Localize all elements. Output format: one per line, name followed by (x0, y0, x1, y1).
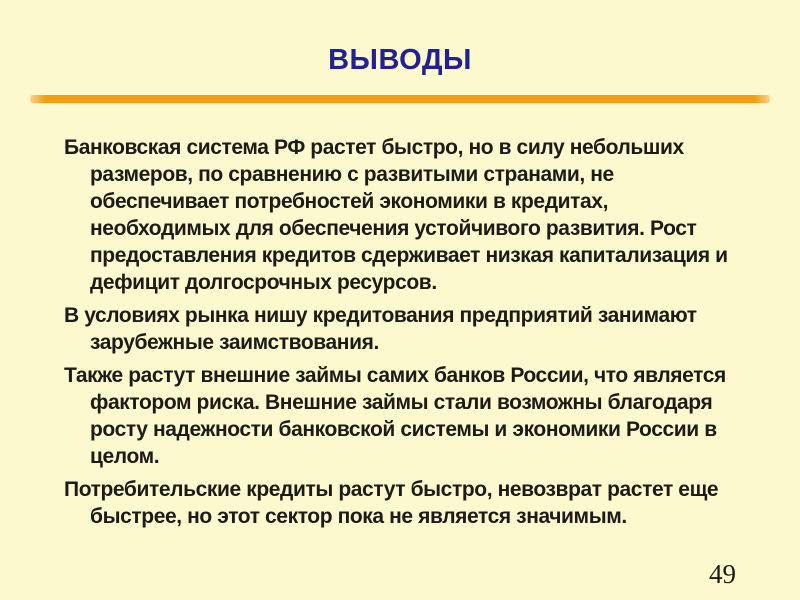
body-line: быстрее, но этот сектор пока не является значимым. (90, 505, 627, 528)
body-line: дефицит долгосрочных ресурсов. (90, 271, 437, 294)
body-line: предоставления кредитов сдерживает низкая капитализация и (90, 244, 728, 267)
body-line: Банковская система РФ растет быстро, но в силу небольших (64, 136, 684, 159)
body-line: росту надежности банковской системы и экономики России в (90, 418, 717, 441)
body-line: необходимых для обеспечения устойчивого развития. Рост (90, 217, 697, 240)
body-line: В условиях рынка нишу кредитования предприятий занимают (64, 304, 697, 327)
slide-body (64, 134, 764, 530)
paragraph-market-niche (64, 296, 764, 356)
body-line: фактором риска. Внешние займы стали возможны благодаря (90, 391, 713, 414)
paragraph-external-loans (64, 356, 764, 470)
body-line: Потребительские кредиты растут быстро, невозврат растет еще (64, 478, 719, 501)
body-line: размеров, по сравнению с развитыми странами, не (90, 163, 614, 186)
paragraph-consumer-credits (64, 470, 764, 530)
title-underline-rule (30, 95, 770, 103)
body-line: зарубежные заимствования. (90, 331, 379, 354)
paragraph-banking-system (64, 134, 764, 296)
body-line: целом. (90, 445, 160, 468)
body-line: Также растут внешние займы самих банков России, что является (64, 364, 726, 387)
slide-title: ВЫВОДЫ (328, 44, 472, 76)
slide-page-number: 49 (709, 559, 736, 589)
body-line: обеспечивает потребностей экономики в кредитах, (90, 190, 609, 213)
